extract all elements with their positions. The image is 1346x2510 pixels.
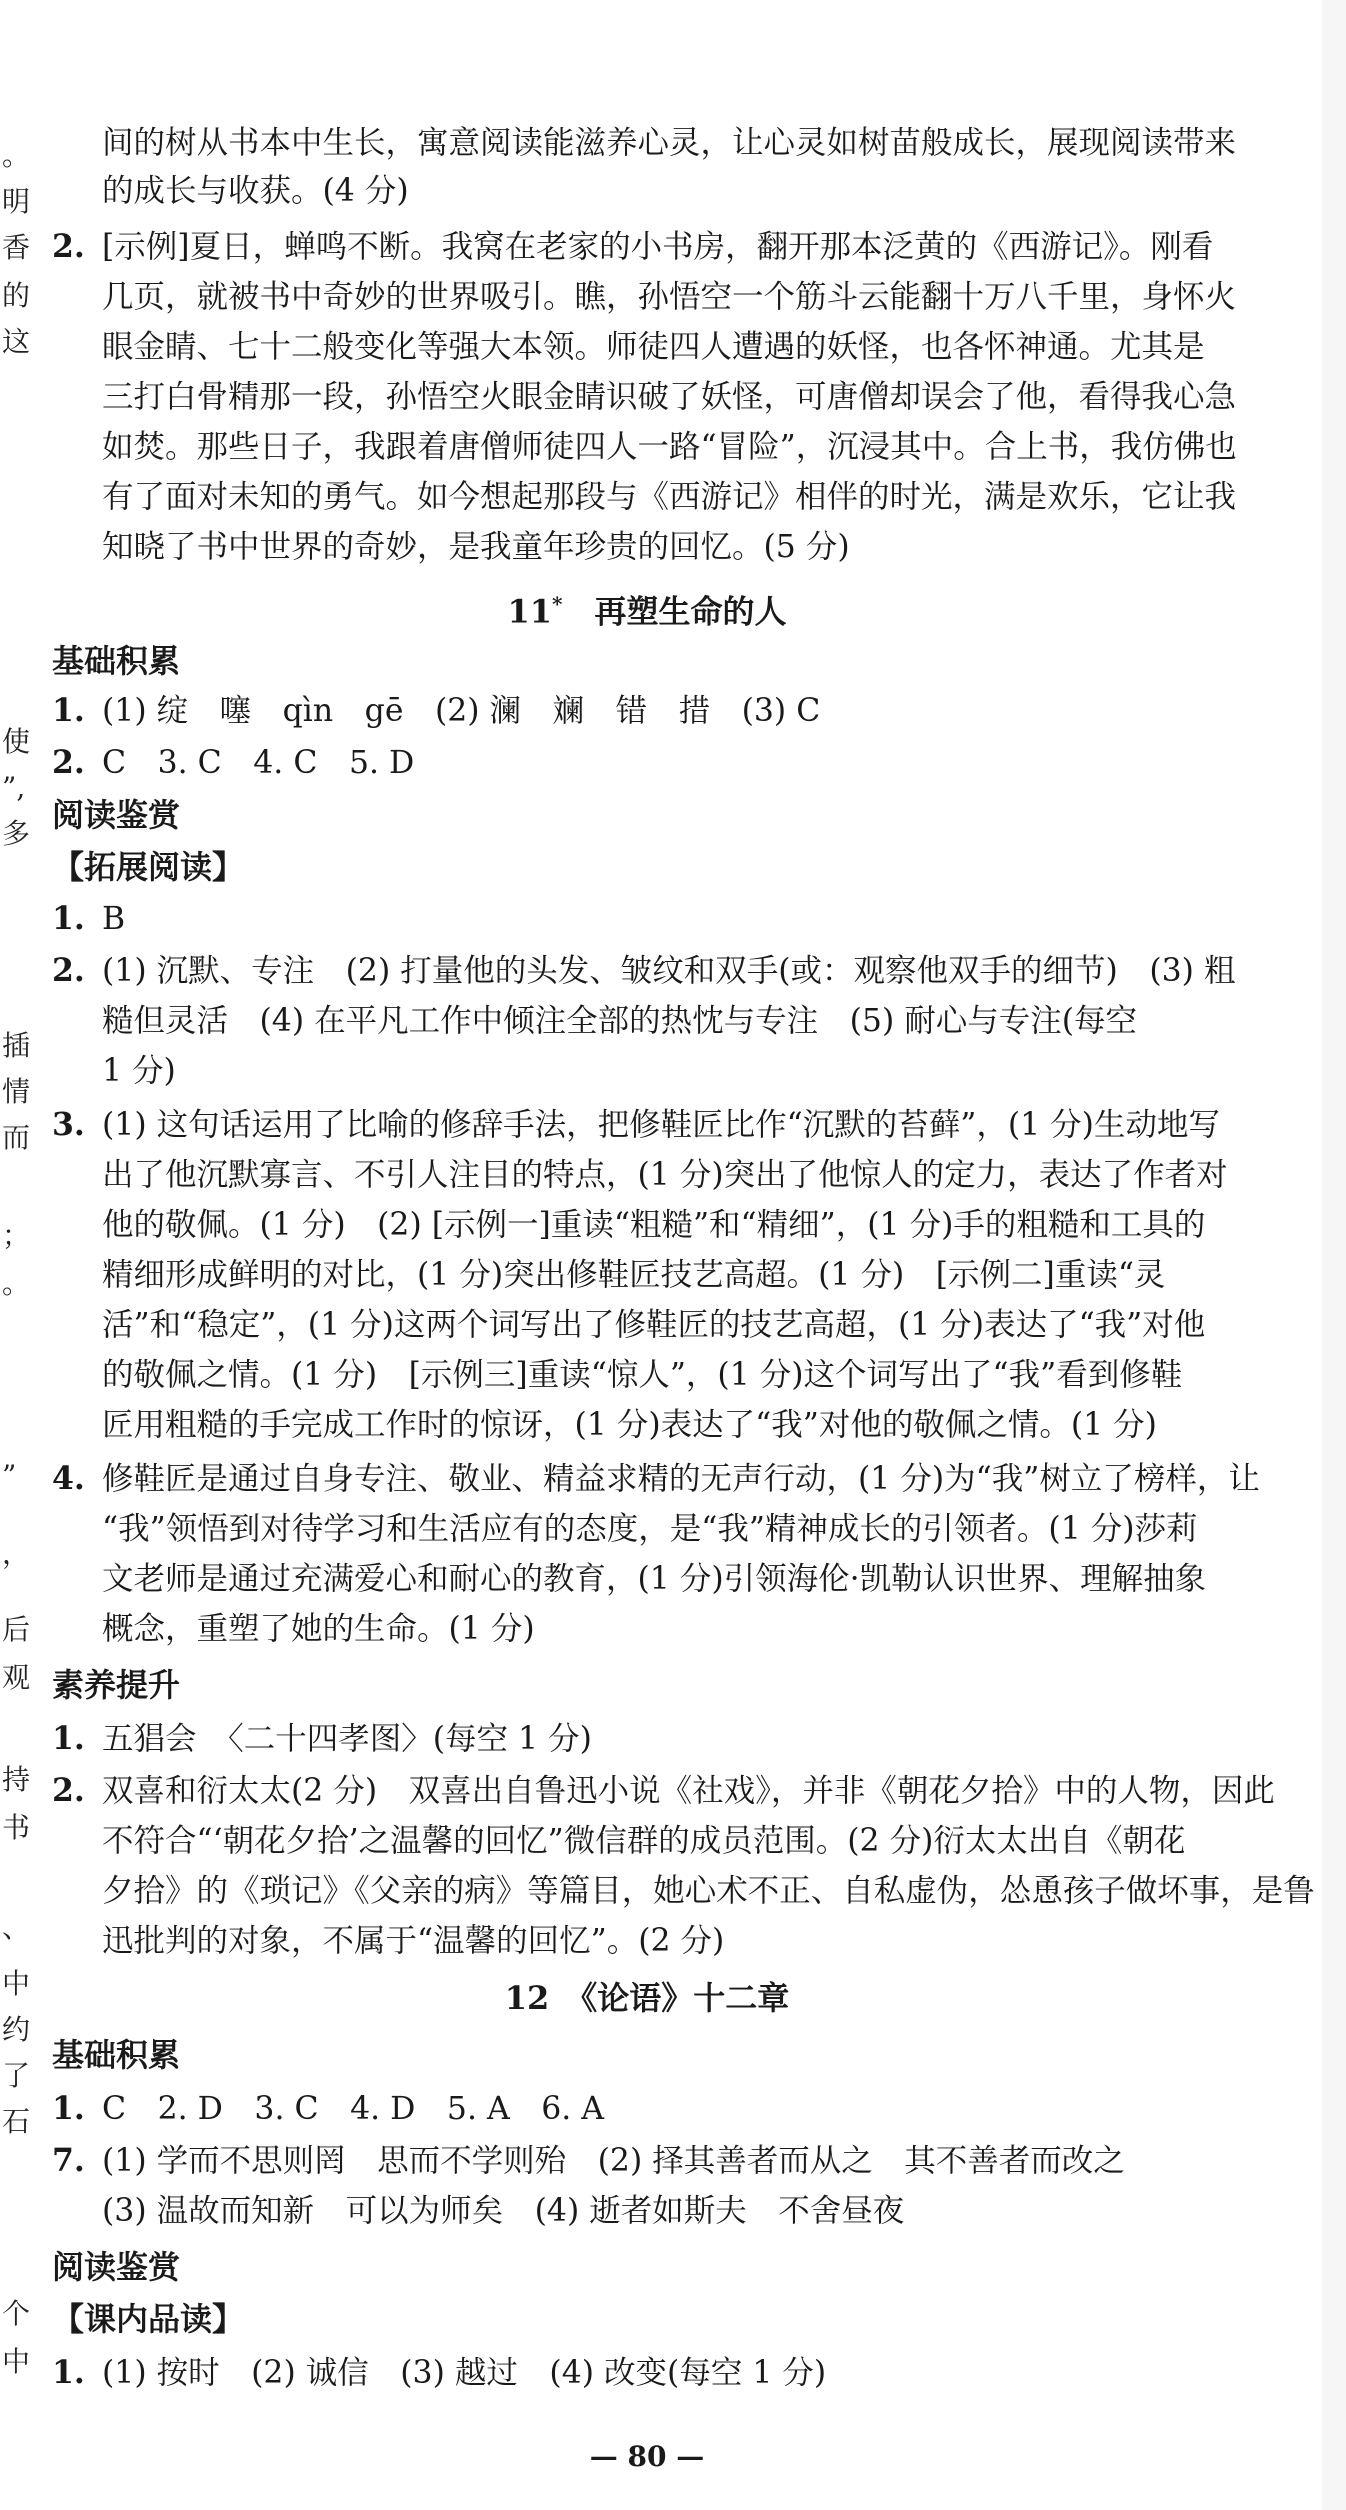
answer-text: (1) 这句话运用了比喻的修辞手法，把修鞋匠比作“沉默的苔藓”，(1 分)生动地写 <box>102 1107 1220 1143</box>
gutter-char: 持 <box>2 1763 31 1796</box>
subsection-heading: 【课内品读】 <box>52 2300 245 2338</box>
item-number: 1. <box>52 2090 85 2127</box>
answer-text: 迅批判的对象，不属于“温馨的回忆”。(2 分) <box>102 1923 725 1959</box>
answer-text: 概念，重塑了她的生命。(1 分) <box>102 1611 535 1647</box>
lesson-title <box>52 582 1242 634</box>
gutter-char: 多 <box>2 817 31 850</box>
answer-text: [示例]夏日，蝉鸣不断。我窝在老家的小书房，翻开那本泛黄的《西游记》。刚看 <box>102 229 1214 265</box>
page-edge-shadow <box>1322 0 1346 2510</box>
gutter-char: 后 <box>2 1613 31 1646</box>
item-number: 3. <box>52 1106 85 1143</box>
gutter-char: 、 <box>2 1911 31 1944</box>
answer-text: “我”领悟到对待学习和生活应有的态度，是“我”精神成长的引领者。(1 分)莎莉 <box>102 1511 1198 1547</box>
answer-text: (1) 沉默、专注 (2) 打量他的头发、皱纹和双手(或：观察他双手的细节) (3) 粗 <box>102 953 1236 989</box>
section-heading: 基础积累 <box>52 2036 181 2074</box>
answer-text: 几页，就被书中奇妙的世界吸引。瞧，孙悟空一个筋斗云能翻十万八千里，身怀火 <box>102 279 1237 315</box>
answer-text: 如焚。那些日子，我跟着唐僧师徒四人一路“冒险”，沉浸其中。合上书，我仿佛也 <box>102 429 1237 465</box>
gutter-char: 。 <box>2 1267 31 1300</box>
answer-text: 出了他沉默寡言、不引人注目的特点，(1 分)突出了他惊人的定力，表达了作者对 <box>102 1157 1228 1193</box>
gutter-char: 的 <box>2 279 31 312</box>
answer-text: (3) 温故而知新 可以为师矣 (4) 逝者如斯夫 不舍昼夜 <box>102 2193 905 2229</box>
answer-text: 匠用粗糙的手完成工作时的惊讶，(1 分)表达了“我”对他的敬佩之情。(1 分) <box>102 1407 1157 1443</box>
gutter-char: 了 <box>2 2059 31 2092</box>
gutter-char: 石 <box>2 2105 31 2138</box>
lesson-number: 11 <box>507 592 553 631</box>
answer-text: 双喜和衍太太(2 分) 双喜出自鲁迅小说《社戏》，并非《朝花夕拾》中的人物，因此 <box>102 1773 1275 1809</box>
answer-text: 1 分) <box>102 1053 176 1089</box>
answer-text: C 3. C 4. C 5. D <box>102 745 415 781</box>
answer-text: 他的敬佩。(1 分) (2) [示例一]重读“粗糙”和“精细”，(1 分)手的粗糙和工具的 <box>102 1207 1206 1243</box>
item-number: 2. <box>52 1772 85 1809</box>
gutter-char: 观 <box>2 1661 31 1694</box>
answer-text: 五猖会 〈二十四孝图〉(每空 1 分) <box>102 1721 592 1757</box>
answer-text: 眼金睛、七十二般变化等强大本领。师徒四人遭遇的妖怪，也各怀神通。尤其是 <box>102 329 1205 365</box>
item-number: 1. <box>52 2354 85 2391</box>
lesson-number: 12 <box>504 1979 550 2017</box>
answer-text: 夕拾》的《琐记》《父亲的病》等篇目，她心术不正、自私虚伪，怂恿孩子做坏事，是鲁 <box>102 1873 1315 1909</box>
lesson-title <box>52 1976 1242 2020</box>
answer-text: B <box>102 901 126 937</box>
gutter-char: 香 <box>2 231 31 264</box>
answer-text: 的敬佩之情。(1 分) [示例三]重读“惊人”，(1 分)这个词写出了“我”看到修鞋 <box>102 1357 1183 1393</box>
gutter-char: 中 <box>2 1967 31 2000</box>
answer-text: 知晓了书中世界的奇妙，是我童年珍贵的回忆。(5 分) <box>102 529 850 565</box>
item-number: 1. <box>52 900 85 937</box>
answer-text: 间的树从书本中生长，寓意阅读能滋养心灵，让心灵如树苗般成长，展现阅读带来 <box>102 125 1237 161</box>
answer-text: 糙但灵活 (4) 在平凡工作中倾注全部的热忱与专注 (5) 耐心与专注(每空 <box>102 1003 1138 1039</box>
answer-text: 的成长与收获。(4 分) <box>102 173 409 209</box>
item-number: 2. <box>52 228 85 265</box>
item-number: 2. <box>52 952 85 989</box>
item-number: 1. <box>52 692 85 729</box>
item-number: 1. <box>52 1720 85 1757</box>
optional-mark: * <box>552 592 563 616</box>
answer-text: 活”和“稳定”，(1 分)这两个词写出了修鞋匠的技艺高超，(1 分)表达了“我”对他 <box>102 1307 1206 1343</box>
item-number: 2. <box>52 744 85 781</box>
gutter-char: ， <box>2 1537 31 1570</box>
gutter-char: 中 <box>2 2345 31 2378</box>
answer-text: 不符合“‘朝花夕拾’之温馨的回忆”微信群的成员范围。(2 分)衍太太出自《朝花 <box>102 1823 1186 1859</box>
lesson-name: 再塑生命的人 <box>594 592 787 631</box>
gutter-char: 约 <box>2 2013 31 2046</box>
gutter-char: 插 <box>2 1029 31 1062</box>
gutter-char: 这 <box>2 325 31 358</box>
page-number: — 80 — <box>589 2440 705 2473</box>
gutter-char: 而 <box>2 1121 31 1154</box>
answer-text: C 2. D 3. C 4. D 5. A 6. A <box>102 2091 605 2127</box>
gutter-char: 使 <box>2 725 31 758</box>
answer-text: (1) 学而不思则罔 思而不学则殆 (2) 择其善者而从之 其不善者而改之 <box>102 2143 1125 2179</box>
section-heading: 基础积累 <box>52 642 181 680</box>
gutter-char: 书 <box>2 1811 31 1844</box>
gutter-char: 情 <box>2 1075 31 1108</box>
gutter-char: 明 <box>2 185 31 218</box>
subsection-heading: 【拓展阅读】 <box>52 848 245 886</box>
answer-text: (1) 按时 (2) 诚信 (3) 越过 (4) 改变(每空 1 分) <box>102 2355 827 2391</box>
answer-text: (1) 绽 噻 qìn gē (2) 澜 斓 错 措 (3) C <box>102 693 821 729</box>
answer-text: 文老师是通过充满爱心和耐心的教育，(1 分)引领海伦·凯勒认识世界、理解抽象 <box>102 1561 1207 1597</box>
section-heading: 阅读鉴赏 <box>52 2248 181 2286</box>
gutter-char: ”, <box>2 771 26 804</box>
left-margin-fragments <box>0 0 34 2510</box>
gutter-char: ” <box>2 1459 17 1492</box>
answer-text: 精细形成鲜明的对比，(1 分)突出修鞋匠技艺高超。(1 分) [示例二]重读“灵 <box>102 1257 1166 1293</box>
answer-text: 修鞋匠是通过自身专注、敬业、精益求精的无声行动，(1 分)为“我”树立了榜样，让 <box>102 1461 1260 1497</box>
gutter-char: ； <box>2 1219 31 1252</box>
section-heading: 素养提升 <box>52 1666 181 1704</box>
item-number: 7. <box>52 2142 85 2179</box>
lesson-name: 《论语》十二章 <box>581 1979 790 2017</box>
answer-text: 三打白骨精那一段，孙悟空火眼金睛识破了妖怪，可唐僧却误会了他，看得我心急 <box>102 379 1237 415</box>
answer-text: 有了面对未知的勇气。如今想起那段与《西游记》相伴的时光，满是欢乐，它让我 <box>102 479 1237 515</box>
gutter-char: 。 <box>2 139 31 172</box>
gutter-char: 个 <box>2 2297 31 2330</box>
item-number: 4. <box>52 1460 85 1497</box>
section-heading: 阅读鉴赏 <box>52 796 181 834</box>
